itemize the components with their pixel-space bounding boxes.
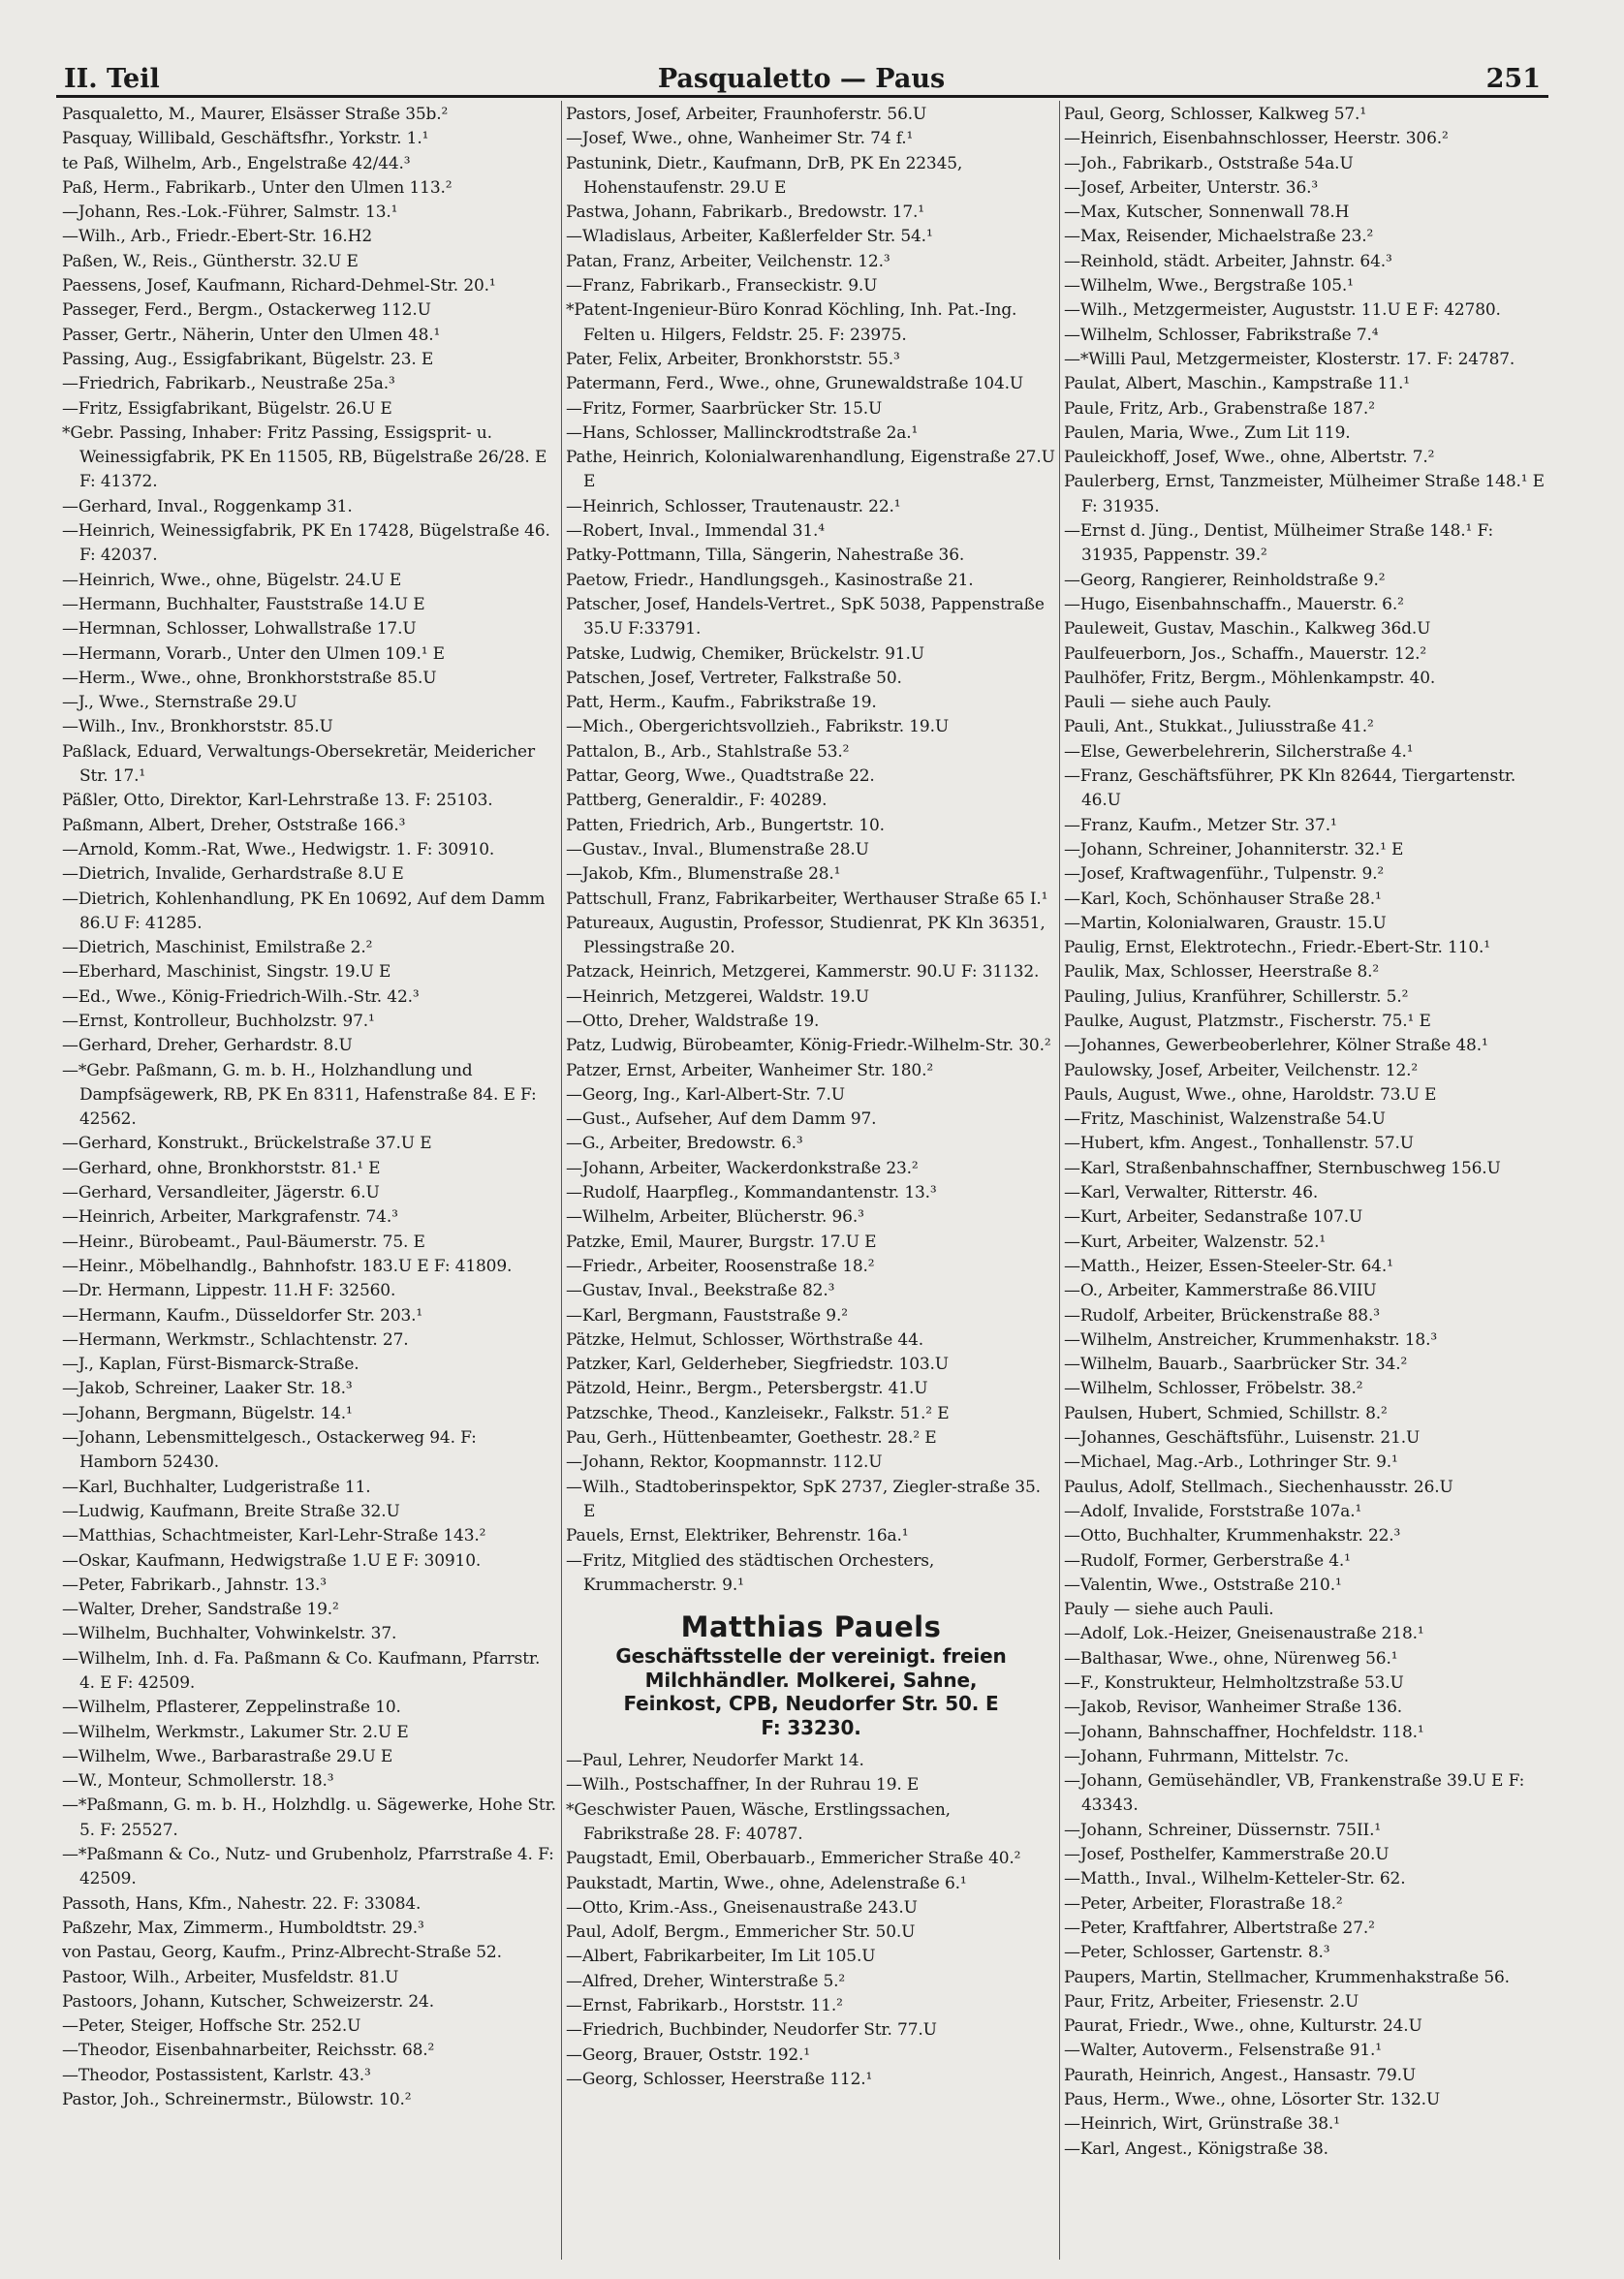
directory-entry: —Karl, Bergmann, Fauststraße 9.² — [566, 1305, 848, 1326]
directory-entry: —Martin, Kolonialwaren, Graustr. 15.U — [1064, 913, 1387, 933]
directory-entry: —Karl, Buchhalter, Ludgeristraße 11. — [62, 1477, 371, 1497]
directory-entry: —J., Wwe., Sternstraße 29.U — [62, 693, 297, 713]
directory-entry: —Wilhelm, Arbeiter, Blücherstr. 96.³ — [566, 1207, 864, 1228]
directory-entry: —Valentin, Wwe., Oststraße 210.¹ — [1064, 1575, 1342, 1595]
directory-entry: —Heinrich, Wwe., ohne, Bügelstr. 24.U E — [62, 570, 402, 590]
directory-entry: —Johann, Schreiner, Johanniterstr. 32.¹ E — [1064, 839, 1404, 859]
directory-entry: —Rudolf, Haarpfleg., Kommandantenstr. 13.³ — [566, 1183, 937, 1203]
directory-entry: —Wilhelm, Pflasterer, Zeppelinstraße 10. — [62, 1698, 401, 1718]
directory-entry: —Else, Gewerbelehrerin, Silcherstraße 4.¹ — [1064, 741, 1414, 762]
directory-entry: —Matth., Heizer, Essen-Steeler-Str. 64.¹ — [1064, 1256, 1393, 1276]
directory-entry: Pasquay, Willibald, Geschäftsfhr., Yorkstr. 1.¹ — [62, 129, 429, 149]
directory-entry: Paule, Fritz, Arb., Grabenstraße 187.² — [1064, 398, 1375, 419]
directory-entry: Pastoors, Johann, Kutscher, Schweizerstr. 24. — [62, 1991, 434, 2012]
ad-line: Milchhändler. Molkerei, Sahne, — [644, 1668, 978, 1692]
directory-entry: —Heinr., Bürobeamt., Paul-Bäumerstr. 75. E — [62, 1232, 425, 1252]
directory-entry: Patzke, Emil, Maurer, Burgstr. 17.U E — [566, 1232, 877, 1252]
directory-entry: —Johann, Bergmann, Bügelstr. 14.¹ — [62, 1403, 353, 1423]
directory-entry: Pauli — siehe auch Pauly. — [1064, 693, 1272, 713]
directory-entry: —Josef, Arbeiter, Unterstr. 36.³ — [1064, 177, 1319, 198]
directory-entry: Patzack, Heinrich, Metzgerei, Kammerstr. 90.U F: 31132. — [566, 962, 1040, 983]
directory-entry: —Gerhard, ohne, Bronkhorststr. 81.¹ E — [62, 1158, 381, 1178]
directory-entry: —Michael, Mag.-Arb., Lothringer Str. 9.¹ — [1064, 1452, 1398, 1473]
directory-entry: Patten, Friedrich, Arb., Bungertstr. 10. — [566, 815, 885, 835]
directory-entry: Pasqualetto, M., Maurer, Elsässer Straße 35b.² — [62, 105, 449, 124]
directory-entry: —Reinhold, städt. Arbeiter, Jahnstr. 64.³ — [1064, 251, 1392, 271]
directory-entry: Paulerberg, Ernst, Tanzmeister, Mülheimer Straße 148.¹ E F: 31935. — [1064, 472, 1545, 516]
directory-entry: —Wilhelm, Wwe., Bergstraße 105.¹ — [1064, 276, 1354, 297]
directory-entry: Passing, Aug., Essigfabrikant, Bügelstr. 23. E — [62, 349, 434, 369]
directory-entry: —Theodor, Eisenbahnarbeiter, Reichsstr. 68.² — [62, 2041, 435, 2061]
directory-entry: —Max, Kutscher, Sonnenwall 78.H — [1064, 203, 1350, 223]
directory-entry: Passoth, Hans, Kfm., Nahestr. 22. F: 33084. — [62, 1893, 422, 1914]
directory-entry: —Hermann, Kaufm., Düsseldorfer Str. 203.¹ — [62, 1305, 423, 1326]
directory-entry: Pastunink, Dietr., Kaufmann, DrB, PK En 22345, Hohenstaufenstr. 29.U E — [566, 153, 963, 198]
directory-entry: —Max, Reisender, Michaelstraße 23.² — [1064, 227, 1374, 247]
directory-entry: —Hubert, kfm. Angest., Tonhallenstr. 57.U — [1064, 1134, 1414, 1154]
directory-entry: —Franz, Kaufm., Metzer Str. 37.¹ — [1064, 815, 1337, 835]
column-divider — [1059, 101, 1060, 2260]
directory-entry: Paupers, Martin, Stellmacher, Krummenhakstraße 56. — [1064, 1967, 1510, 1987]
directory-entry: —Ludwig, Kaufmann, Breite Straße 32.U — [62, 1501, 400, 1521]
directory-entry: —Theodor, Postassistent, Karlstr. 43.³ — [62, 2065, 371, 2085]
directory-entry: —Karl, Straßenbahnschaffner, Sternbuschweg 156.U — [1064, 1158, 1501, 1178]
directory-entry: *Patent-Ingenieur-Büro Konrad Köchling, Inh. Pat.-Ing. Felten u. Hilgers, Feldstr. 25. F: 23975. — [566, 300, 1017, 345]
directory-entry: —Wilhelm, Werkmstr., Lakumer Str. 2.U E — [62, 1722, 409, 1742]
directory-entry: Paulus, Adolf, Stellmach., Siechenhausstr. 26.U — [1064, 1477, 1453, 1497]
directory-entry: Paulat, Albert, Maschin., Kampstraße 11.¹ — [1064, 374, 1410, 394]
directory-entry: —Johannes, Gewerbeoberlehrer, Kölner Straße 48.¹ — [1064, 1036, 1488, 1056]
directory-entry: —Matth., Inval., Wilhelm-Ketteler-Str. 62. — [1064, 1869, 1406, 1889]
directory-entry: —Johann, Bahnschaffner, Hochfeldstr. 118.¹ — [1064, 1722, 1424, 1742]
directory-entry: —Karl, Verwalter, Ritterstr. 46. — [1064, 1183, 1319, 1203]
directory-entry: —Dietrich, Maschinist, Emilstraße 2.² — [62, 938, 373, 958]
directory-entry: —Otto, Buchhalter, Krummenhakstr. 22.³ — [1064, 1526, 1401, 1546]
directory-entry: —Arnold, Komm.-Rat, Wwe., Hedwigstr. 1. F: 30910. — [62, 839, 495, 859]
directory-entry: —Hermann, Buchhalter, Fauststraße 14.U E — [62, 594, 425, 614]
directory-entry: —J., Kaplan, Fürst-Bismarck-Straße. — [62, 1355, 359, 1375]
directory-entry: Pauli, Ant., Stukkat., Juliusstraße 41.² — [1064, 717, 1374, 737]
directory-entry: —Heinrich, Eisenbahnschlosser, Heerstr. 306.² — [1064, 129, 1449, 149]
directory-entry: —Adolf, Lok.-Heizer, Gneisenaustraße 218.¹ — [1064, 1624, 1424, 1644]
directory-entry: —Kurt, Arbeiter, Sedanstraße 107.U — [1064, 1207, 1363, 1228]
directory-entry: —Ed., Wwe., König-Friedrich-Wilh.-Str. 42.³ — [62, 986, 420, 1007]
directory-entry: —Hermnan, Schlosser, Lohwallstraße 17.U — [62, 619, 417, 640]
directory-entry: —Heinrich, Wirt, Grünstraße 38.¹ — [1064, 2114, 1340, 2135]
directory-entry: Pattberg, Generaldir., F: 40289. — [566, 791, 828, 811]
directory-entry: —Gerhard, Konstrukt., Brückelstraße 37.U E — [62, 1134, 432, 1154]
column-right — [1064, 103, 1548, 2263]
directory-entry: —Johann, Arbeiter, Wackerdonkstraße 23.² — [566, 1158, 919, 1178]
directory-entry: Paur, Fritz, Arbeiter, Friesenstr. 2.U — [1064, 1991, 1359, 2012]
directory-entry: *Geschwister Pauen, Wäsche, Erstlingssachen, Fabrikstraße 28. F: 40787. — [566, 1799, 951, 1844]
directory-entry: Pattschull, Franz, Fabrikarbeiter, Werthauser Straße 65 I.¹ — [566, 889, 1048, 909]
directory-entry: Paßlack, Eduard, Verwaltungs-Obersekretär, Meidericher Str. 17.¹ — [62, 741, 535, 787]
directory-entry: —Georg, Schlosser, Heerstraße 112.¹ — [566, 2069, 873, 2089]
directory-entry: Paulen, Maria, Wwe., Zum Lit 119. — [1064, 422, 1351, 443]
directory-entry: Paßen, W., Reis., Güntherstr. 32.U E — [62, 251, 359, 271]
directory-entry: Passer, Gertr., Näherin, Unter den Ulmen 48.¹ — [62, 325, 441, 345]
directory-entry: Patureaux, Augustin, Professor, Studienrat, PK Kln 36351, Plessingstraße 20. — [566, 913, 1046, 958]
directory-entry: —Johann, Fuhrmann, Mittelstr. 7c. — [1064, 1746, 1350, 1766]
directory-entry: Päßler, Otto, Direktor, Karl-Lehrstraße 13. F: 25103. — [62, 791, 493, 811]
directory-entry: Patske, Ludwig, Chemiker, Brückelstr. 91.U — [566, 643, 924, 664]
directory-entry: —Ernst, Kontrolleur, Buchholzstr. 97.¹ — [62, 1011, 375, 1031]
directory-entry: Pattalon, B., Arb., Stahlstraße 53.² — [566, 741, 850, 762]
directory-entry: Paulhöfer, Fritz, Bergm., Möhlenkampstr. 40. — [1064, 668, 1436, 688]
directory-entry: —Wilh., Metzgermeister, Auguststr. 11.U E F: 42780. — [1064, 300, 1501, 321]
directory-entry: —Jakob, Revisor, Wanheimer Straße 136. — [1064, 1698, 1403, 1718]
directory-entry: —Wilhelm, Buchhalter, Vohwinkelstr. 37. — [62, 1624, 397, 1644]
directory-entry: —Peter, Arbeiter, Florastraße 18.² — [1064, 1893, 1343, 1914]
directory-entry: —Gustav., Inval., Blumenstraße 28.U — [566, 839, 869, 859]
directory-entry: Paul, Adolf, Bergm., Emmericher Str. 50.U — [566, 1922, 916, 1943]
directory-entry: Paessens, Josef, Kaufmann, Richard-Dehmel-Str. 20.¹ — [62, 276, 496, 297]
directory-entry: —Johannes, Geschäftsführ., Luisenstr. 21.U — [1064, 1428, 1421, 1449]
directory-entry: —G., Arbeiter, Bredowstr. 6.³ — [566, 1134, 803, 1154]
directory-entry: Patzer, Ernst, Arbeiter, Wanheimer Str. 180.² — [566, 1060, 934, 1080]
directory-entry: —Kurt, Arbeiter, Walzenstr. 52.¹ — [1064, 1232, 1326, 1252]
directory-entry: —Wilh., Postschaffner, In der Ruhrau 19. E — [566, 1775, 920, 1795]
directory-entry: —Gust., Aufseher, Auf dem Damm 97. — [566, 1109, 877, 1130]
directory-entry: —Walter, Autoverm., Felsenstraße 91.¹ — [1064, 2041, 1382, 2061]
directory-entry: —Georg, Brauer, Oststr. 192.¹ — [566, 2045, 810, 2065]
column-divider — [561, 101, 562, 2260]
directory-entry: Paulsen, Hubert, Schmied, Schillstr. 8.² — [1064, 1403, 1388, 1423]
directory-entry: Pattar, Georg, Wwe., Quadtstraße 22. — [566, 766, 875, 787]
directory-entry: —Wilhelm, Anstreicher, Krummenhakstr. 18.³ — [1064, 1329, 1438, 1350]
directory-entry: —Eberhard, Maschinist, Singstr. 19.U E — [62, 962, 391, 983]
directory-entry: —O., Arbeiter, Kammerstraße 86.VIIU — [1064, 1281, 1377, 1301]
directory-entry: Pauleweit, Gustav, Maschin., Kalkweg 36d.U — [1064, 619, 1431, 640]
header-rule — [56, 95, 1548, 98]
directory-entry: Pater, Felix, Arbeiter, Bronkhorststr. 55.³ — [566, 349, 900, 369]
directory-entry: Paetow, Friedr., Handlungsgeh., Kasinostraße 21. — [566, 570, 974, 590]
directory-entry: Paus, Herm., Wwe., ohne, Lösorter Str. 132.U — [1064, 2090, 1441, 2110]
directory-entry: —Hugo, Eisenbahnschaffn., Mauerstr. 6.² — [1064, 594, 1404, 614]
directory-entry: Patky-Pottmann, Tilla, Sängerin, Nahestraße 36. — [566, 546, 965, 566]
directory-entry: —Dr. Hermann, Lippestr. 11.H F: 32560. — [62, 1281, 396, 1301]
directory-entry: —Gerhard, Dreher, Gerhardstr. 8.U — [62, 1036, 353, 1056]
directory-entry: —Fritz, Mitglied des städtischen Orchesters, Krummacherstr. 9.¹ — [566, 1550, 935, 1595]
directory-entry: —Georg, Ing., Karl-Albert-Str. 7.U — [566, 1084, 845, 1105]
directory-entry: —Wilh., Inv., Bronkhorststr. 85.U — [62, 717, 333, 737]
directory-entry: —Franz, Fabrikarb., Franseckistr. 9.U — [566, 276, 878, 297]
directory-entry: Paulig, Ernst, Elektrotechn., Friedr.-Ebert-Str. 110.¹ — [1064, 938, 1490, 958]
directory-entry: —Georg, Rangierer, Reinholdstraße 9.² — [1064, 570, 1386, 590]
directory-entry: —Johann, Rektor, Koopmannstr. 112.U — [566, 1452, 883, 1473]
directory-entry: Pastoor, Wilh., Arbeiter, Musfeldstr. 81.U — [62, 1967, 399, 1987]
directory-entry: —Friedrich, Fabrikarb., Neustraße 25a.³ — [62, 374, 395, 394]
directory-entry: —Balthasar, Wwe., ohne, Nürenweg 56.¹ — [1064, 1648, 1398, 1669]
directory-entry: —Joh., Fabrikarb., Oststraße 54a.U — [1064, 153, 1354, 173]
directory-entry: Pätzold, Heinr., Bergm., Petersbergstr. 41.U — [566, 1379, 928, 1399]
directory-entry: —F., Konstrukteur, Helmholtzstraße 53.U — [1064, 1673, 1404, 1693]
directory-entry: —Ernst, Fabrikarb., Horststr. 11.² — [566, 1996, 843, 2016]
directory-entry: —Jakob, Kfm., Blumenstraße 28.¹ — [566, 864, 841, 885]
directory-entry: —Friedrich, Buchbinder, Neudorfer Str. 77.U — [566, 2020, 937, 2041]
directory-entry: —Johann, Res.-Lok.-Führer, Salmstr. 13.¹ — [62, 203, 398, 223]
directory-entry: Pauling, Julius, Kranführer, Schillerstr. 5.² — [1064, 986, 1409, 1007]
ad-line: F: 33230. — [761, 1715, 861, 1739]
directory-entry: Patscher, Josef, Handels-Vertret., SpK 5038, Pappenstraße 35.U F:33791. — [566, 594, 1045, 640]
directory-entry: —Walter, Dreher, Sandstraße 19.² — [62, 1600, 339, 1620]
directory-entry: —Wilhelm, Bauarb., Saarbrücker Str. 34.² — [1064, 1355, 1408, 1375]
directory-entry: —Peter, Kraftfahrer, Albertstraße 27.² — [1064, 1918, 1375, 1938]
name-range: Pasqualetto — Paus — [657, 64, 946, 94]
directory-entry: Paukstadt, Martin, Wwe., ohne, Adelenstraße 6.¹ — [566, 1873, 967, 1893]
directory-entry: —Dietrich, Kohlenhandlung, PK En 10692, Auf dem Damm 86.U F: 41285. — [62, 889, 546, 933]
directory-entry: —Karl, Angest., Königstraße 38. — [1064, 2139, 1328, 2159]
directory-entry: Patan, Franz, Arbeiter, Veilchenstr. 12.³ — [566, 251, 890, 271]
directory-entry: —Heinrich, Weinessigfabrik, PK En 17428, Bügelstraße 46. F: 42037. — [62, 521, 550, 566]
directory-entry: —Hans, Schlosser, Mallinckrodtstraße 2a.¹ — [566, 422, 919, 443]
directory-entry: von Pastau, Georg, Kaufm., Prinz-Albrecht-Straße 52. — [62, 1943, 502, 1963]
directory-entry: —Wilh., Stadtoberinspektor, SpK 2737, Ziegler-straße 35. E — [566, 1477, 1041, 1521]
directory-entry: Paßzehr, Max, Zimmerm., Humboldtstr. 29.³ — [62, 1918, 424, 1938]
directory-entry: Paulke, August, Platzmstr., Fischerstr. 75.¹ E — [1064, 1011, 1431, 1031]
directory-entry: —Albert, Fabrikarbeiter, Im Lit 105.U — [566, 1947, 876, 1967]
directory-entry: —Dietrich, Invalide, Gerhardstraße 8.U E — [62, 864, 404, 885]
directory-entry: —Paul, Lehrer, Neudorfer Markt 14. — [566, 1751, 864, 1771]
directory-entry: Pauly — siehe auch Pauli. — [1064, 1600, 1274, 1620]
directory-entry: Pastor, Joh., Schreinermstr., Bülowstr. 10.² — [62, 2090, 412, 2110]
directory-entry: Pastors, Josef, Arbeiter, Fraunhoferstr. 56.U — [566, 105, 927, 124]
directory-entry: —Matthias, Schachtmeister, Karl-Lehr-Straße 143.² — [62, 1526, 486, 1546]
directory-entry: —Rudolf, Arbeiter, Brückenstraße 88.³ — [1064, 1305, 1380, 1326]
directory-entry: —*Gebr. Paßmann, G. m. b. H., Holzhandlung und Dampfsägewerk, RB, PK En 8311, Hafenstraße 84. E F: 42562. — [62, 1060, 537, 1130]
directory-entry: te Paß, Wilhelm, Arb., Engelstraße 42/44.³ — [62, 153, 411, 173]
directory-entry: —Wilh., Arb., Friedr.-Ebert-Str. 16.H2 — [62, 227, 372, 247]
directory-entry: —Josef, Kraftwagenführ., Tulpenstr. 9.² — [1064, 864, 1385, 885]
directory-entry: —Johann, Schreiner, Düssernstr. 75II.¹ — [1064, 1820, 1382, 1840]
page-number: 251 — [1485, 64, 1541, 94]
directory-entry: Pau, Gerh., Hüttenbeamter, Goethestr. 28.² E — [566, 1428, 937, 1449]
directory-entry: Patz, Ludwig, Bürobeamter, König-Friedr.-Wilhelm-Str. 30.² — [566, 1036, 1051, 1056]
directory-entry: —Gerhard, Versandleiter, Jägerstr. 6.U — [62, 1183, 380, 1203]
directory-entry: —Wilhelm, Schlosser, Fabrikstraße 7.⁴ — [1064, 325, 1379, 345]
directory-entry: —Gustav, Inval., Beekstraße 82.³ — [566, 1281, 835, 1301]
directory-entry: Pathe, Heinrich, Kolonialwarenhandlung, Eigenstraße 27.U E — [566, 448, 1055, 492]
directory-entry: —W., Monteur, Schmollerstr. 18.³ — [62, 1771, 334, 1792]
directory-entry: —Mich., Obergerichtsvollzieh., Fabrikstr. 19.U — [566, 717, 949, 737]
directory-entry: Patzschke, Theod., Kanzleisekr., Falkstr. 51.² E — [566, 1403, 950, 1423]
directory-entry: —Ernst d. Jüng., Dentist, Mülheimer Straße 148.¹ F: 31935, Pappenstr. 39.² — [1064, 521, 1494, 566]
directory-entry: —Herm., Wwe., ohne, Bronkhorststraße 85.U — [62, 668, 437, 688]
directory-entry: Paurat, Friedr., Wwe., ohne, Kulturstr. 24.U — [1064, 2016, 1422, 2037]
directory-entry: —*Willi Paul, Metzgermeister, Klosterstr. 17. F: 24787. — [1064, 349, 1515, 369]
directory-entry: —Heinrich, Arbeiter, Markgrafenstr. 74.³ — [62, 1207, 398, 1228]
directory-entry: Passeger, Ferd., Bergm., Ostackerweg 112.U — [62, 300, 431, 321]
directory-entry: —Fritz, Former, Saarbrücker Str. 15.U — [566, 398, 883, 419]
directory-entry: —Rudolf, Former, Gerberstraße 4.¹ — [1064, 1550, 1351, 1571]
directory-entry: Paugstadt, Emil, Oberbauarb., Emmericher Straße 40.² — [566, 1849, 1021, 1869]
directory-entry: *Gebr. Passing, Inhaber: Fritz Passing, Essigsprit- u. Weinessigfabrik, PK En 11505, RB, Bügelstraße 26/28. E F: 41372. — [62, 422, 547, 492]
directory-entry: —Alfred, Dreher, Winterstraße 5.² — [566, 1971, 846, 1991]
directory-entry: Pauls, August, Wwe., ohne, Haroldstr. 73.U E — [1064, 1084, 1437, 1105]
directory-entry: —Friedr., Arbeiter, Roosenstraße 18.² — [566, 1256, 875, 1276]
directory-entry: —Robert, Inval., Immendal 31.⁴ — [566, 521, 825, 542]
directory-entry: —Wilhelm, Inh. d. Fa. Paßmann & Co. Kaufmann, Pfarrstr. 4. E F: 42509. — [62, 1648, 541, 1693]
ad-business-name: Matthias Pauels — [680, 1610, 942, 1644]
directory-entry: Pastwa, Johann, Fabrikarb., Bredowstr. 17.¹ — [566, 203, 924, 223]
directory-entry: —*Paßmann, G. m. b. H., Holzhdlg. u. Sägewerke, Hohe Str. 5. F: 25527. — [62, 1795, 556, 1840]
directory-entry: —Johann, Gemüsehändler, VB, Frankenstraße 39.U E F: 43343. — [1064, 1771, 1525, 1816]
directory-entry: Patermann, Ferd., Wwe., ohne, Grunewaldstraße 104.U — [566, 374, 1024, 394]
directory-entry: —Wilhelm, Wwe., Barbarastraße 29.U E — [62, 1746, 393, 1766]
directory-entry: —Otto, Krim.-Ass., Gneisenaustraße 243.U — [566, 1897, 918, 1918]
directory-entry: Paßmann, Albert, Dreher, Oststraße 166.³ — [62, 815, 406, 835]
directory-entry: —Jakob, Schreiner, Laaker Str. 18.³ — [62, 1379, 353, 1399]
directory-entry: —Heinrich, Schlosser, Trautenaustr. 22.¹ — [566, 496, 901, 516]
directory-entry: —Adolf, Invalide, Forststraße 107a.¹ — [1064, 1501, 1362, 1521]
directory-entry: —Peter, Schlosser, Gartenstr. 8.³ — [1064, 1943, 1330, 1963]
directory-entry: Paul, Georg, Schlosser, Kalkweg 57.¹ — [1064, 105, 1366, 124]
directory-entry: —Heinrich, Metzgerei, Waldstr. 19.U — [566, 986, 869, 1007]
ad-line: Geschäftsstelle der vereinigt. freien — [615, 1644, 1007, 1669]
directory-entry: —Wilhelm, Schlosser, Fröbelstr. 38.² — [1064, 1379, 1363, 1399]
directory-entry: —Wladislaus, Arbeiter, Kaßlerfelder Str. 54.¹ — [566, 227, 933, 247]
directory-entry: —Oskar, Kaufmann, Hedwigstraße 1.U E F: 30910. — [62, 1550, 482, 1571]
directory-entry: Patschen, Josef, Vertreter, Falkstraße 50. — [566, 668, 902, 688]
directory-entry: —Josef, Wwe., ohne, Wanheimer Str. 74 f.¹ — [566, 129, 914, 149]
directory-entry: —Franz, Geschäftsführer, PK Kln 82644, Tiergartenstr. 46.U — [1064, 766, 1516, 811]
directory-entry: —*Paßmann & Co., Nutz- und Grubenholz, Pfarrstraße 4. F: 42509. — [62, 1845, 554, 1889]
directory-entry: Paß, Herm., Fabrikarb., Unter den Ulmen 113.² — [62, 177, 453, 198]
section-label: II. Teil — [64, 64, 160, 94]
directory-entry: —Fritz, Maschinist, Walzenstraße 54.U — [1064, 1109, 1386, 1130]
advertisement-box — [566, 1609, 1056, 1739]
directory-entry: —Gerhard, Inval., Roggenkamp 31. — [62, 496, 353, 516]
column-left — [62, 103, 556, 2263]
directory-entry: —Peter, Steiger, Hoffsche Str. 252.U — [62, 2016, 361, 2037]
directory-entry: —Johann, Lebensmittelgesch., Ostackerweg 94. F: Hamborn 52430. — [62, 1428, 477, 1473]
directory-entry: —Heinr., Möbelhandlg., Bahnhofstr. 183.U E F: 41809. — [62, 1256, 513, 1276]
directory-entry: —Karl, Koch, Schönhauser Straße 28.¹ — [1064, 889, 1382, 909]
directory-entry: —Peter, Fabrikarb., Jahnstr. 13.³ — [62, 1575, 327, 1595]
directory-entry: Pätzke, Helmut, Schlosser, Wörthstraße 44. — [566, 1329, 923, 1350]
directory-entry: Patt, Herm., Kaufm., Fabrikstraße 19. — [566, 693, 877, 713]
directory-entry: —Hermann, Vorarb., Unter den Ulmen 109.¹ E — [62, 643, 445, 664]
directory-entry: —Fritz, Essigfabrikant, Bügelstr. 26.U E — [62, 398, 392, 419]
directory-entry: Pauels, Ernst, Elektriker, Behrenstr. 16a.¹ — [566, 1526, 909, 1546]
directory-entry: —Otto, Dreher, Waldstraße 19. — [566, 1011, 820, 1031]
page-header — [56, 60, 1546, 97]
directory-entry: Pauleickhoff, Josef, Wwe., ohne, Albertstr. 7.² — [1064, 448, 1435, 468]
directory-entry: —Hermann, Werkmstr., Schlachtenstr. 27. — [62, 1329, 409, 1350]
directory-entry: Patzker, Karl, Gelderheber, Siegfriedstr. 103.U — [566, 1355, 949, 1375]
directory-entry: Paurath, Heinrich, Angest., Hansastr. 79.U — [1064, 2065, 1417, 2085]
column-middle — [566, 103, 1056, 2263]
directory-entry: Paulik, Max, Schlosser, Heerstraße 8.² — [1064, 962, 1380, 983]
directory-entry: Paulfeuerborn, Jos., Schaffn., Mauerstr. 12.² — [1064, 643, 1427, 664]
directory-entry: —Josef, Posthelfer, Kammerstraße 20.U — [1064, 1845, 1390, 1865]
ad-line: Feinkost, CPB, Neudorfer Str. 50. E — [623, 1692, 999, 1716]
directory-entry: Paulowsky, Josef, Arbeiter, Veilchenstr. 12.² — [1064, 1060, 1419, 1080]
